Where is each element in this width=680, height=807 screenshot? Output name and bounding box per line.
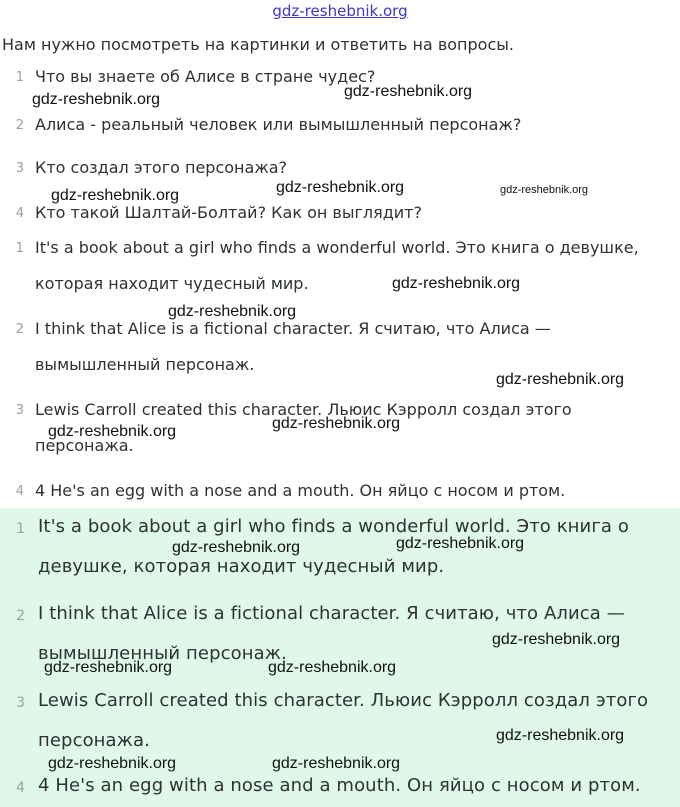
highlighted-answer-line: персонажа. [38,730,150,751]
highlighted-answer-number: 2 [16,608,25,624]
watermark: gdz-reshebnik.org [32,91,161,108]
watermark: gdz-reshebnik.org [496,727,625,744]
highlighted-answer-line: Lewis Carroll created this character. Льюис Кэрролл создал этого [38,690,649,711]
watermark: gdz-reshebnik.org [272,415,401,432]
watermark: gdz-reshebnik.org [272,755,401,772]
watermark: gdz-reshebnik.org [172,539,301,556]
answer-number: 1 [15,241,24,256]
watermark: gdz-reshebnik.org [268,659,397,676]
answer-line: 4 He's an egg with a nose and a mouth. Он яйцо с носом и ртом. [35,481,566,500]
question-number: 1 [15,70,24,85]
header-watermark-link[interactable]: gdz-reshebnik.org [272,2,408,20]
watermark: gdz-reshebnik.org [48,423,177,440]
highlighted-answer-line: I think that Alice is a fictional character. Я считаю, что Алиса — [38,603,625,624]
answer-line: персонажа. [35,436,134,455]
answer-number: 3 [15,403,24,418]
watermark: gdz-reshebnik.org [168,303,297,320]
question-text: Кто создал этого персонажа? [35,158,288,177]
answer-line: которая находит чудесный мир. [35,274,309,293]
question-number: 2 [15,118,24,133]
answer-line: I think that Alice is a fictional character. Я считаю, что Алиса — [35,319,551,338]
watermark: gdz-reshebnik.org [44,659,173,676]
highlighted-answer-number: 3 [16,695,25,711]
highlighted-answer-number: 1 [16,521,25,537]
watermark: gdz-reshebnik.org [48,755,177,772]
watermark: gdz-reshebnik.org [51,187,180,204]
watermark: gdz-reshebnik.org [496,371,625,388]
highlighted-answer-line: девушке, которая находит чудесный мир. [38,556,445,577]
question-number: 4 [15,206,24,221]
intro-text: Нам нужно посмотреть на картинки и ответить на вопросы. [2,35,514,54]
answer-number: 4 [15,484,24,499]
watermark: gdz-reshebnik.org [396,535,525,552]
question-text: Что вы знаете об Алисе в стране чудес? [35,67,376,86]
watermark: gdz-reshebnik.org [500,184,589,196]
answer-line: Lewis Carroll created this character. Льюис Кэрролл создал этого [35,400,572,419]
question-text: Кто такой Шалтай-Болтай? Как он выглядит? [35,203,422,222]
question-text: Алиса - реальный человек или вымышленный персонаж? [35,115,522,134]
answer-number: 2 [15,322,24,337]
watermark: gdz-reshebnik.org [276,179,405,196]
answer-line: It's a book about a girl who finds a wonderful world. Это книга о девушке, [35,238,639,257]
watermark: gdz-reshebnik.org [344,83,473,100]
watermark: gdz-reshebnik.org [392,275,521,292]
question-number: 3 [15,161,24,176]
highlighted-answer-line: вымышленный персонаж. [38,643,287,664]
highlighted-answer-number: 4 [16,780,25,796]
watermark: gdz-reshebnik.org [492,631,621,648]
highlighted-answer-line: It's a book about a girl who finds a wonderful world. Это книга о [38,516,629,537]
highlighted-answer-line: 4 He's an egg with a nose and a mouth. Он яйцо с носом и ртом. [38,775,641,796]
answer-line: вымышленный персонаж. [35,355,255,374]
